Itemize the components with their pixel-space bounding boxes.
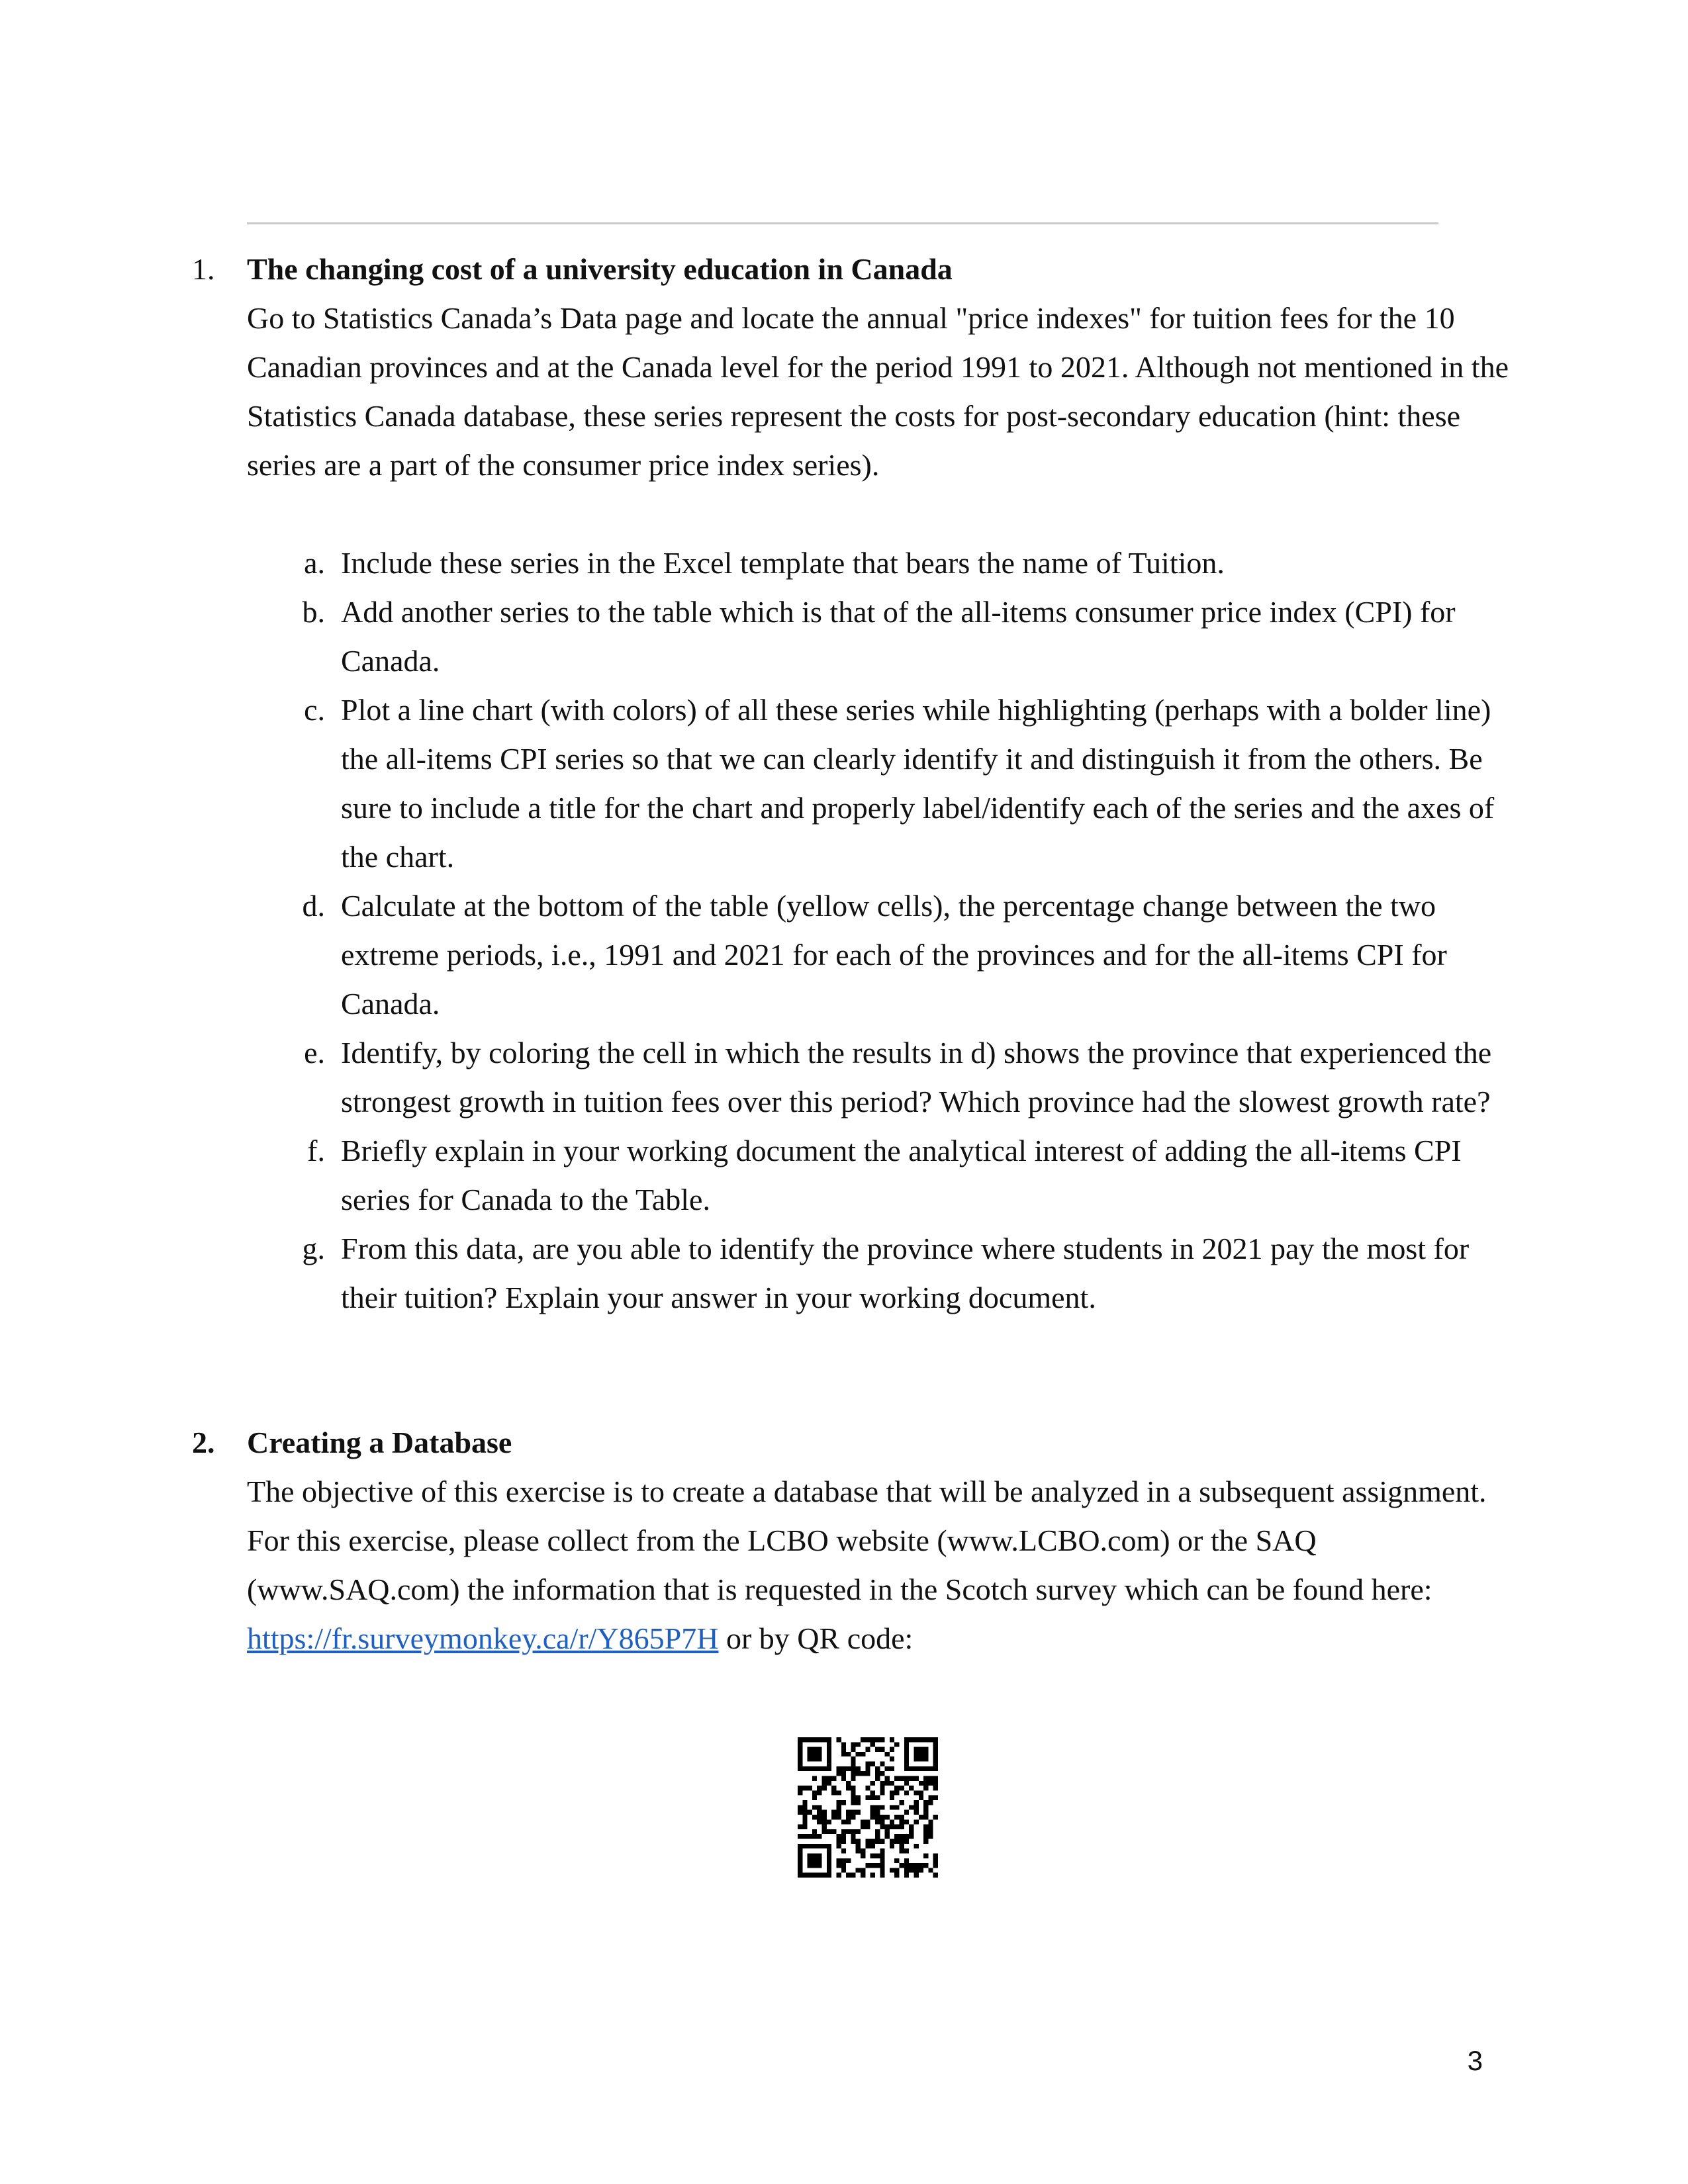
list-item-letter: g. bbox=[302, 1232, 325, 1265]
list-item-text: Add another series to the table which is that of the all-items consumer price index (CPI) for Canada. bbox=[341, 595, 1456, 678]
section-number: 1. bbox=[192, 252, 215, 286]
list-item-text: Plot a line chart (with colors) of all these series while highlighting (perhaps with a bolder line) the all-items CPI series so that we can clearly identify it and distinguish it from the others. Be sure to include a title for the chart and properly label/identify each of the series and the axes of the chart. bbox=[341, 693, 1495, 874]
section-intro-text: The objective of this exercise is to create a database that will be analyzed in a subsequent assignment. For this exercise, please collect from the LCBO website (www.LCBO.com) or the SAQ (www.SAQ.com) the information that is requested in the Scotch survey which can be found here: bbox=[247, 1475, 1487, 1606]
list-item-text: Calculate at the bottom of the table (yellow cells), the percentage change between the two extreme periods, i.e., 1991 and 2021 for each of the provinces and for the all-items CPI for Canada. bbox=[341, 889, 1447, 1021]
task-list bbox=[291, 539, 1509, 1322]
list-item bbox=[291, 539, 1509, 588]
list-item-letter: c. bbox=[304, 693, 325, 727]
list-item-letter: b. bbox=[302, 595, 325, 629]
header-rule bbox=[247, 222, 1438, 224]
list-item-letter: f. bbox=[307, 1134, 325, 1167]
list-item bbox=[291, 1224, 1509, 1322]
list-item-letter: d. bbox=[302, 889, 325, 923]
list-item-letter: e. bbox=[304, 1036, 325, 1069]
section-number: 2. bbox=[192, 1426, 215, 1459]
list-item bbox=[291, 686, 1509, 882]
qr-code-icon[interactable] bbox=[798, 1737, 938, 1878]
survey-link[interactable]: https://fr.surveymonkey.ca/r/Y865P7H bbox=[247, 1621, 719, 1655]
section-title: The changing cost of a university education in Canada bbox=[247, 252, 953, 286]
list-item-text: Include these series in the Excel template that bears the name of Tuition. bbox=[341, 546, 1225, 580]
page-number: 3 bbox=[1467, 2045, 1483, 2076]
section-intro-suffix: or by QR code: bbox=[718, 1621, 914, 1655]
list-item-text: From this data, are you able to identify the province where students in 2021 pay the most for their tuition? Explain your answer in your working document. bbox=[341, 1232, 1470, 1314]
section-intro: Go to Statistics Canada’s Data page and locate the annual "price indexes" for tuition fees for the 10 Canadian provinces and at the Canada level for the period 1991 to 2021. Although not mentioned in the Statistics Canada database, these series represent the costs for post-secondary education (hint: these series are a part of the consumer price index series). bbox=[247, 301, 1509, 482]
list-item bbox=[291, 1126, 1509, 1224]
section-database bbox=[192, 1418, 1509, 1663]
section-intro bbox=[247, 1467, 1509, 1663]
list-item-text: Briefly explain in your working document the analytical interest of adding the all-items CPI series for Canada to the Table. bbox=[341, 1134, 1462, 1216]
section-tuition bbox=[192, 245, 1509, 1322]
list-item bbox=[291, 588, 1509, 686]
list-item-text: Identify, by coloring the cell in which the results in d) shows the province that experienced the strongest growth in tuition fees over this period? Which province had the slowest growth rate? bbox=[341, 1036, 1492, 1118]
section-title: Creating a Database bbox=[247, 1426, 512, 1459]
list-item bbox=[291, 1028, 1509, 1126]
list-item-letter: a. bbox=[304, 546, 325, 580]
list-item bbox=[291, 882, 1509, 1028]
